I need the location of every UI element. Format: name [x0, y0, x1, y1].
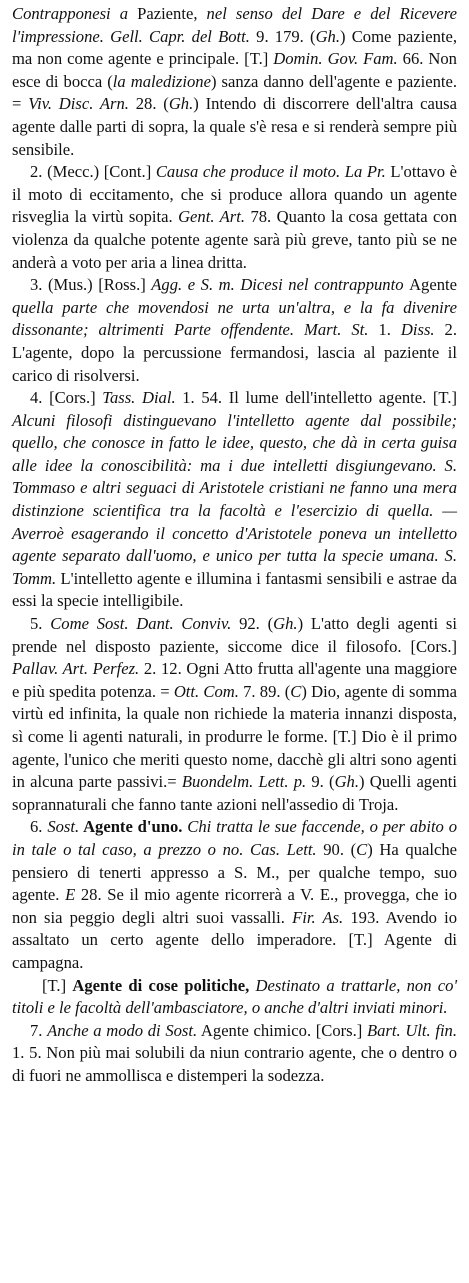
italic-text: Bart. Ult. fin. — [367, 1020, 458, 1040]
text-run: ) L'atto degli agenti si prende nel disposto paziente, siccome dice il filosofo. [Cors.] — [12, 614, 457, 656]
italic-text: Chi tratta le sue faccende, o per abito o in tale o tal caso, a prezzo o no. Cas. Lett. — [12, 817, 458, 859]
text-run: Agente — [409, 275, 457, 295]
italic-text: Gh. — [334, 772, 359, 792]
text-run: 1. — [368, 320, 401, 340]
italic-text: Tass. Dial. — [102, 388, 176, 408]
text-run: 2. 12. Ogni Atto frutta all'agente una maggiore e più spedita potenza. = — [12, 659, 457, 701]
italic-text: quella parte che movendosi ne urta un'altra, e la fa divenire dissonante; altrimenti Parte offendente. Mart. St. — [12, 297, 457, 340]
entry-paragraph — [12, 975, 457, 1020]
italic-text: Buondelm. Lett. p. — [181, 772, 307, 792]
text-run: [T.] — [42, 975, 73, 995]
italic-text: nel senso del Dare e del Ricevere l'impressione. Gell. Capr. del Bott. — [12, 4, 457, 46]
text-run: 2. L'agente, dopo la percussione fermandosi, lascia al paziente il carico di risolversi. — [12, 320, 457, 385]
italic-text: Gh. — [168, 94, 194, 114]
text-run: 7. 89. ( — [238, 681, 291, 701]
text-run: Agente chimico. [Cors.] — [197, 1020, 367, 1040]
italic-text: Ott. Com. — [173, 681, 239, 701]
italic-text: Fir. As. — [292, 907, 344, 927]
text-run: ) Ha qualche pensiero di tenerti appresso a S. M., per qualche tempo, suo agente. — [12, 839, 457, 905]
text-run: 92. ( — [231, 614, 274, 634]
entry-paragraph — [12, 816, 457, 974]
italic-text: Pallav. Art. Perfez. — [12, 659, 140, 679]
italic-text: Sost. — [47, 817, 80, 837]
entry-paragraph — [12, 387, 457, 613]
bold-heading: Agente d'uno. — [79, 817, 188, 837]
text-run: 7. — [30, 1020, 48, 1040]
entry-paragraph — [12, 613, 457, 816]
text-run: 9. ( — [306, 772, 335, 792]
text-run: Paziente, — [137, 4, 207, 23]
italic-text: Gent. Art. — [178, 207, 245, 227]
italic-text: Viv. Disc. Arn. — [28, 94, 129, 114]
italic-text: Causa che produce il moto. La Pr. — [155, 162, 386, 182]
text-run: L'ottavo è il moto di eccitamento, che si produce allora quando un agente risveglia la virtù sopita. — [12, 162, 457, 227]
text-run: 5. — [30, 614, 51, 634]
bold-heading: Agente di cose politiche, — [72, 975, 256, 995]
italic-text: Alcuni filosofi distinguevano l'intelletto agente dal possibile; quello, che conosce in fatto le idee, questo, che dà in certa guisa alle idee la conoscibilità: ma i due intelletti disgiungevano. S. Tommaso e altri seguaci di Aristotele cristiani ne fanno una mera distinzione scientifica tra la facoltà e l'esercizio di quella. — Averroè esagerando il concetto d'Aristotele poneva un intelletto agente separato dall'uomo, e unico per tutta la specie umana. S. Tomm. — [12, 410, 457, 588]
italic-text: E — [65, 885, 76, 905]
italic-text: Agg. e S. m. Dicesi nel contrappunto — [151, 275, 410, 295]
text-run: 1. 54. Il lume dell'intelletto agente. [T.] — [175, 388, 457, 408]
text-run: 193. Avendo io assaltato un certo agente dello imperadore. [T.] Agente di campagna. — [12, 907, 458, 972]
text-run: L'intelletto agente e illumina i fantasmi sensibili e astrae da essi la specie intelligibile. — [12, 568, 457, 611]
text-run: 1. 5. Non più mai solubili da niun contrario agente, che o dentro o di fuori ne ammollisca e distemperi la sodezza. — [12, 1043, 457, 1085]
text-run: 90. ( — [316, 839, 357, 859]
text-run: ) Intendo di discorrere dell'altra causa agente dalle parti di sopra, la quale s'è resa e si renderà sempre più sensibile. — [12, 94, 457, 159]
italic-text: Domin. Gov. Fam. — [273, 49, 398, 69]
italic-text: la maledizione — [112, 71, 211, 91]
text-run: 6. — [30, 817, 48, 837]
italic-text: Gh. — [273, 614, 298, 634]
italic-text: Come Sost. Dant. Conviv. — [50, 614, 232, 634]
text-run: 78. Quanto la cosa gettata con violenza da qualche potente agente sarà più greve, tanto più se ne anderà a voto per aria a linea dritta. — [12, 207, 457, 272]
text-run: ) Dio, agente di somma virtù ed infinita, la quale non richiede la materia innanzi disposta, sì come li agenti naturali, in produrre le forme. [T.] Dio è il primo agente, l'unico che meriti questo nome, dacchè gli altri sono agenti in alcuna parte passivi.= — [12, 681, 457, 792]
entry-paragraph — [12, 161, 457, 274]
text-run: 2. (Mecc.) [Cont.] — [30, 162, 156, 182]
italic-text: Anche a modo di Sost. — [47, 1020, 198, 1040]
entry-paragraph — [12, 1020, 457, 1088]
text-run: 9. 179. ( — [249, 26, 316, 46]
italic-text: Diss. — [400, 320, 435, 340]
italic-text: Destinato a trattarle, non co' titoli e le facoltà dell'ambasciatore, o anche d'altri inviati minori. — [12, 975, 457, 1018]
text-run: 28. ( — [128, 94, 169, 114]
entry-paragraph — [12, 3, 457, 161]
italic-text: Gh. — [315, 26, 340, 46]
italic-text: C — [356, 839, 368, 859]
text-run: ) Quelli agenti soprannaturali che fanno tante azioni nell'assedio di Troja. — [12, 772, 457, 814]
text-run: ) sanza danno dell'agente e paziente. = — [12, 71, 458, 114]
text-run: 3. (Mus.) [Ross.] — [30, 275, 152, 295]
italic-text: Contrapponesi a — [12, 4, 138, 23]
text-run: 28. Se il mio agente ricorrerà a V. E., provegga, che io non sia peggio degli altri suoi vassalli. — [12, 885, 457, 927]
text-run: 66. Non esce di bocca ( — [12, 49, 457, 91]
text-run: ) Come paziente, ma non come agente e principale. [T.] — [12, 26, 457, 69]
entry-paragraph — [12, 274, 457, 387]
text-run: 4. [Cors.] — [30, 388, 103, 408]
italic-text: C — [290, 681, 302, 701]
